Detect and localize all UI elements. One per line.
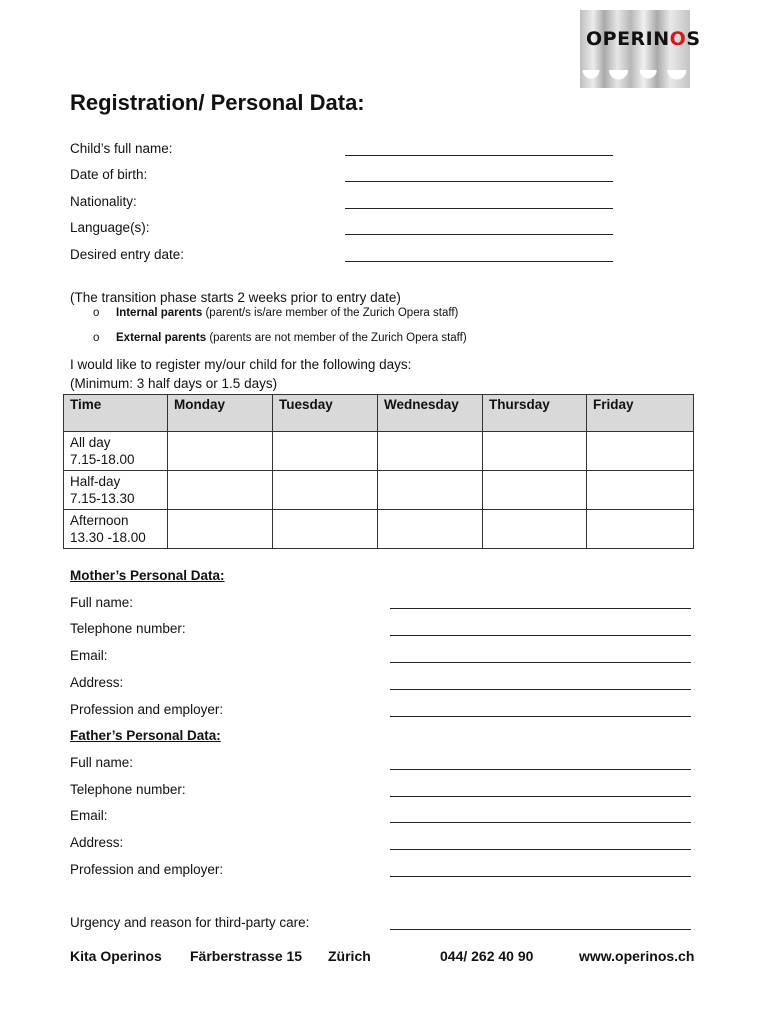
urgency-label: Urgency and reason for third-party care: [70,915,310,930]
father-address-field[interactable] [390,849,691,850]
father-profession-label: Profession and employer: [70,862,224,877]
father-phone-label: Telephone number: [70,782,186,797]
page-title: Registration/ Personal Data: [70,90,365,115]
bullet-icon: o [93,307,100,319]
bullet-icon: o [93,332,100,344]
time-name: All day [70,435,111,450]
day-cell[interactable] [273,510,378,549]
day-cell[interactable] [378,471,483,510]
option-detail: (parents are not member of the Zurich Opera staff) [206,332,467,344]
register-minimum: (Minimum: 3 half days or 1.5 days) [70,376,278,391]
footer-phone: 044/ 262 40 90 [440,948,534,964]
languages-label: Language(s): [70,220,150,235]
footer-city: Zürich [328,948,371,964]
time-name: Half-day [70,474,121,489]
child-name-field[interactable] [345,155,613,156]
option-label: External parents [116,332,207,344]
day-cell[interactable] [273,432,378,471]
header-thursday: Thursday [483,395,587,432]
time-cell [64,510,168,549]
child-name-label: Child’s full name: [70,141,173,156]
day-cell[interactable] [483,432,587,471]
mother-email-field[interactable] [390,662,691,663]
entry-date-label: Desired entry date: [70,247,185,262]
header-tuesday: Tuesday [273,395,378,432]
day-cell[interactable] [483,471,587,510]
header-time: Time [64,395,168,432]
mother-address-label: Address: [70,675,124,690]
day-cell[interactable] [168,510,273,549]
table-row [64,510,694,549]
mother-profession-label: Profession and employer: [70,702,224,717]
urgency-field[interactable] [390,929,691,930]
external-parents-option[interactable] [93,332,467,344]
father-email-field[interactable] [390,822,691,823]
time-hours: 7.15-13.30 [70,491,135,506]
father-phone-field[interactable] [390,796,691,797]
time-cell [64,432,168,471]
birth-date-label: Date of birth: [70,167,148,182]
mother-email-label: Email: [70,648,108,663]
option-label: Internal parents [116,307,203,319]
footer-street: Färberstrasse 15 [190,948,303,964]
header-wednesday: Wednesday [378,395,483,432]
day-cell[interactable] [483,510,587,549]
day-cell[interactable] [378,432,483,471]
time-name: Afternoon [70,513,129,528]
mother-phone-label: Telephone number: [70,621,186,636]
logo-wordmark: OPERINOS [586,28,701,50]
internal-parents-option[interactable] [93,307,458,319]
option-detail: (parent/s is/are member of the Zurich Opera staff) [202,307,459,319]
languages-field[interactable] [345,234,613,235]
nationality-label: Nationality: [70,194,137,209]
mother-phone-field[interactable] [390,635,691,636]
day-cell[interactable] [587,432,694,471]
curtain-graphic [580,70,690,88]
father-name-field[interactable] [390,769,691,770]
father-address-label: Address: [70,835,124,850]
day-cell[interactable] [273,471,378,510]
day-cell[interactable] [168,471,273,510]
time-cell [64,471,168,510]
mother-name-field[interactable] [390,608,691,609]
entry-date-field[interactable] [345,261,613,262]
transition-note: (The transition phase starts 2 weeks prior to entry date) [70,290,401,305]
operinos-logo [580,10,701,88]
father-email-label: Email: [70,808,108,823]
table-row [64,471,694,510]
time-hours: 7.15-18.00 [70,452,135,467]
father-heading: Father’s Personal Data: [70,728,221,743]
footer-name: Kita Operinos [70,948,162,964]
nationality-field[interactable] [345,208,613,209]
birth-date-field[interactable] [345,181,613,182]
father-profession-field[interactable] [390,876,691,877]
time-hours: 13.30 -18.00 [70,530,146,545]
day-cell[interactable] [587,510,694,549]
schedule-table [63,394,694,549]
mother-name-label: Full name: [70,595,134,610]
header-friday: Friday [587,395,694,432]
mother-address-field[interactable] [390,689,691,690]
mother-heading: Mother’s Personal Data: [70,568,225,583]
day-cell[interactable] [587,471,694,510]
header-monday: Monday [168,395,273,432]
table-header-row [64,395,694,432]
footer-website-link[interactable]: www.operinos.ch [579,948,695,964]
day-cell[interactable] [378,510,483,549]
father-name-label: Full name: [70,755,134,770]
mother-profession-field[interactable] [390,716,691,717]
register-intro: I would like to register my/our child for the following days: [70,357,412,372]
table-row [64,432,694,471]
day-cell[interactable] [168,432,273,471]
